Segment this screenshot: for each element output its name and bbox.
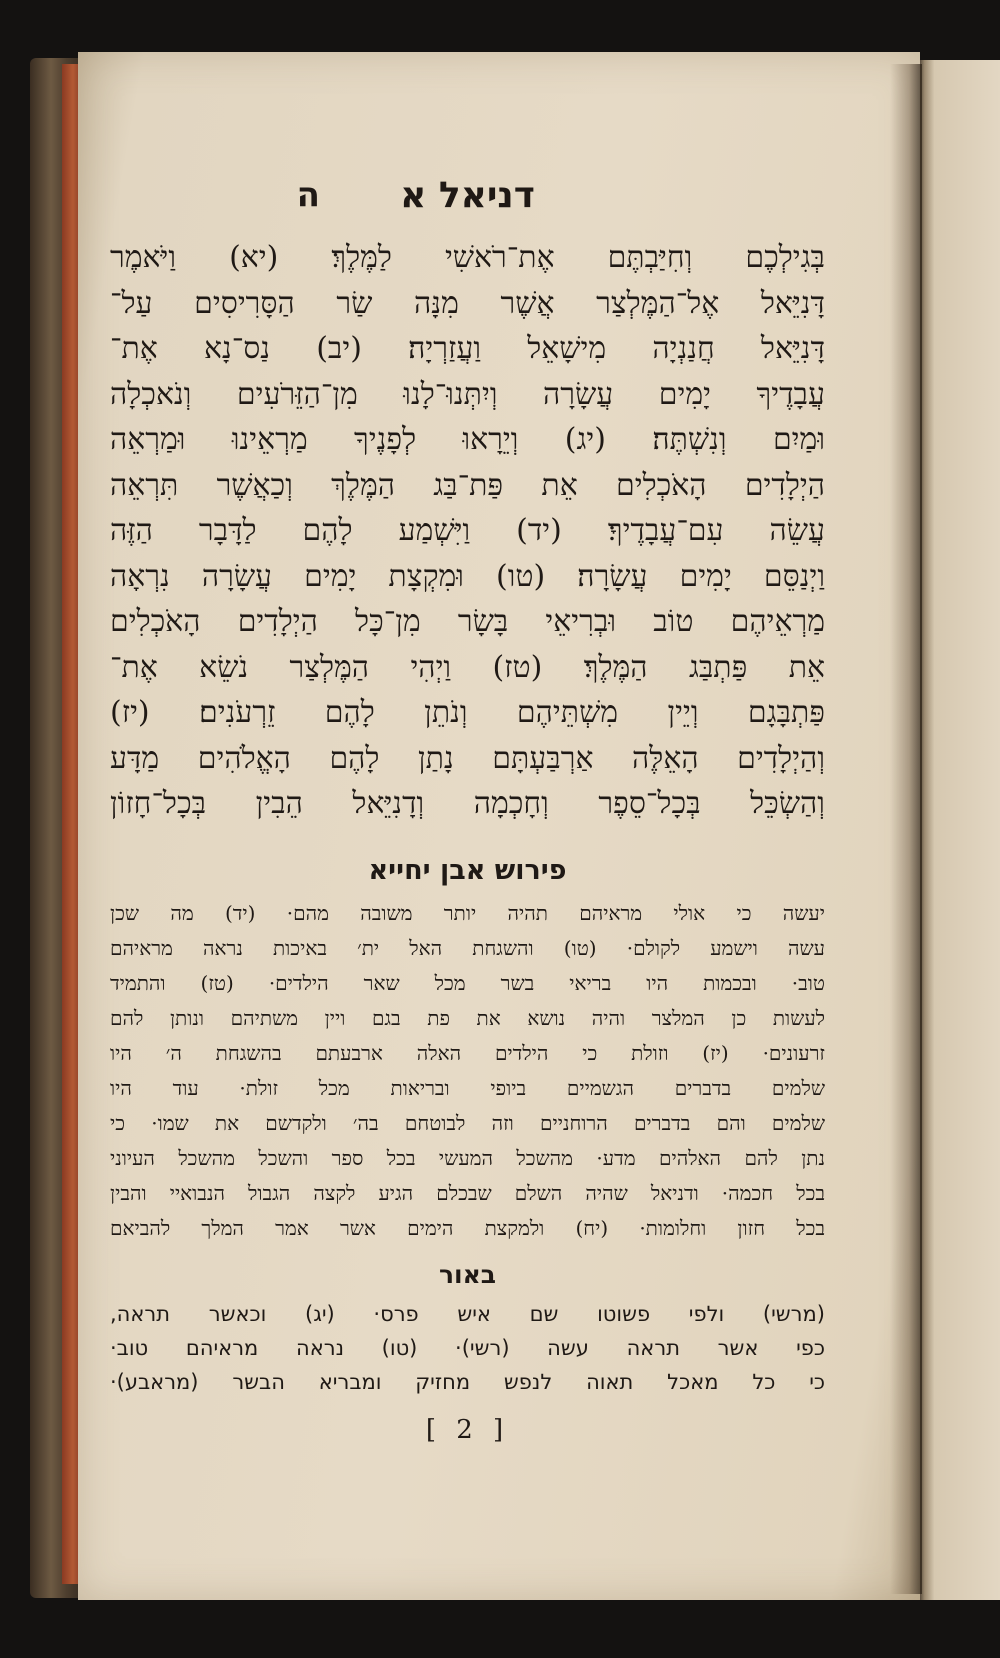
scripture-line: דָּנִיֵּאל אֶל־הַמֶּלְצַר אֲשֶׁר מִנָּה שַׂר הַסָּרִיסִים עַל־: [110, 285, 825, 321]
scripture-line: עֲשֵׂה עִם־עֲבָדֶיךָ׃ (יד) וַיִּשְׁמַע לָהֶם לַדָּבָר הַזֶּה: [110, 513, 825, 548]
page-number: [ 2 ]: [425, 1414, 510, 1445]
scripture-line: וּמַיִם וְנִשְׁתֶּה׃ (יג) וְיֵרָאוּ לְפָנֶיךָ מַרְאֵינוּ וּמַרְאֵה: [110, 422, 825, 457]
biur-line: כפי אשר תראה עשה (רשי)· (טו) נראה מראיהם טוב·: [110, 1335, 825, 1360]
running-head: [110, 175, 825, 235]
biur-line: (מרשי) ולפי פשוטו שם איש פרס· (יג) וכאשר תראה,: [110, 1301, 825, 1326]
commentary-line: יעשה כי אולי מראיהם תהיה יותר משובה מהם· (יד) מה שכן: [110, 900, 825, 925]
scripture-line: אֵת פַּתְבַּג הַמֶּלֶךְ׃ (טז) וַיְהִי הַמֶּלְצַר נֹשֵׂא אֶת־: [110, 649, 825, 685]
biur-title: באור: [438, 1259, 497, 1289]
scripture-line: בְּגִילְכֶם וְחִיַּבְתֶּם אֶת־רֹאשִׁי לַמֶּלֶךְ׃ (יא) וַיֹּאמֶר: [110, 240, 825, 275]
commentary-line: טוב· ובכמות היו בריאי בשר מכל שאר הילדים· (טז) והתמיד: [110, 970, 825, 995]
commentary-line: שלמים בדברים הגשמיים ביופי ובריאות מכל זולת· עוד היו: [110, 1075, 825, 1100]
biur-text: [110, 1297, 825, 1399]
biur-line: כי כל מאכל תאוה לנפש מחזיק ומבריא הבשר (מראבע)·: [110, 1369, 825, 1394]
scripture-line: דָּנִיֵּאל חֲנַנְיָה מִישָׁאֵל וַעֲזַרְיָה׃ (יב) נַס־נָא אֶת־: [110, 331, 825, 366]
commentary-text: [110, 896, 825, 1246]
scripture-line: מַרְאֵיהֶם טוֹב וּבְרִיאֵי בָּשָׂר מִן־כָּל הַיְלָדִים הָאֹכְלִים: [110, 604, 825, 639]
scripture-text: [110, 235, 825, 827]
commentary-line: שלמים והם בדברים הרוחניים וזה לבוטחם בה׳ ולקדשם את שמו· כי: [110, 1110, 825, 1135]
commentary-line: בכל חזון וחלומות· (יח) ולמקצת הימים אשר אמר המלך להביאם: [110, 1215, 825, 1240]
scripture-line: הַיְלָדִים הָאֹכְלִים אֵת פַּת־בַּג הַמֶּלֶךְ וְכַאֲשֶׁר תִּרְאֵה: [110, 467, 825, 503]
commentary-line: בכל חכמה· ודניאל שהיה השלם שבכלם הגיע לקצה הגבול הנבואיי והבין: [110, 1180, 825, 1205]
commentary-title: פירוש אבן יחייא: [368, 854, 567, 886]
scripture-line: וְהַיְלָדִים הָאֵלֶּה אַרְבַּעְתָּם נָתַן לָהֶם הָאֱלֹהִים מַדָּע: [110, 740, 825, 776]
facing-page-edge: [918, 60, 1000, 1600]
book-chapter-title: דניאל א: [400, 175, 535, 216]
commentary-line: לעשות כן המלצר והיה נושא את פת בגם ויין משתיהם ונותן להם: [110, 1005, 825, 1030]
commentary-line: זרעונים· (יז) וזולת כי הילדים האלה ארבעתם בהשגחת ה׳ היו: [110, 1040, 825, 1065]
scripture-line: פַּתְבָּגָם וְיֵין מִשְׁתֵּיהֶם וְנֹתֵן לָהֶם זֵרְעֹנִים׃ (יז): [110, 695, 825, 730]
folio-letter: ה: [296, 175, 320, 215]
scripture-line: וַיְנַסֵּם יָמִים עֲשָׂרָה׃ (טו) וּמִקְצָת יָמִים עֲשָׂרָה נִרְאָה: [110, 558, 825, 594]
scripture-line: וְהַשְׂכֵּל בְּכָל־סֵפֶר וְחָכְמָה וְדָנִיֵּאל הֵבִין בְּכָל־חָזוֹן: [110, 786, 825, 821]
scripture-line: עֲבָדֶיךָ יָמִים עֲשָׂרָה וְיִתְּנוּ־לָנוּ מִן־הַזֵּרֹעִים וְנֹאכְלָה: [110, 376, 825, 412]
page-gutter-shadow: [890, 64, 922, 1594]
commentary-line: עשה וישמע לקולם· (טו) והשגחת האל ית׳ באיכות נראה מראיהם: [110, 935, 825, 960]
page-content: [110, 175, 825, 1445]
commentary-line: נתן להם האלהים מדע· מהשכל המעשי בכל ספר והשכל מהשכל העיוני: [110, 1145, 825, 1170]
